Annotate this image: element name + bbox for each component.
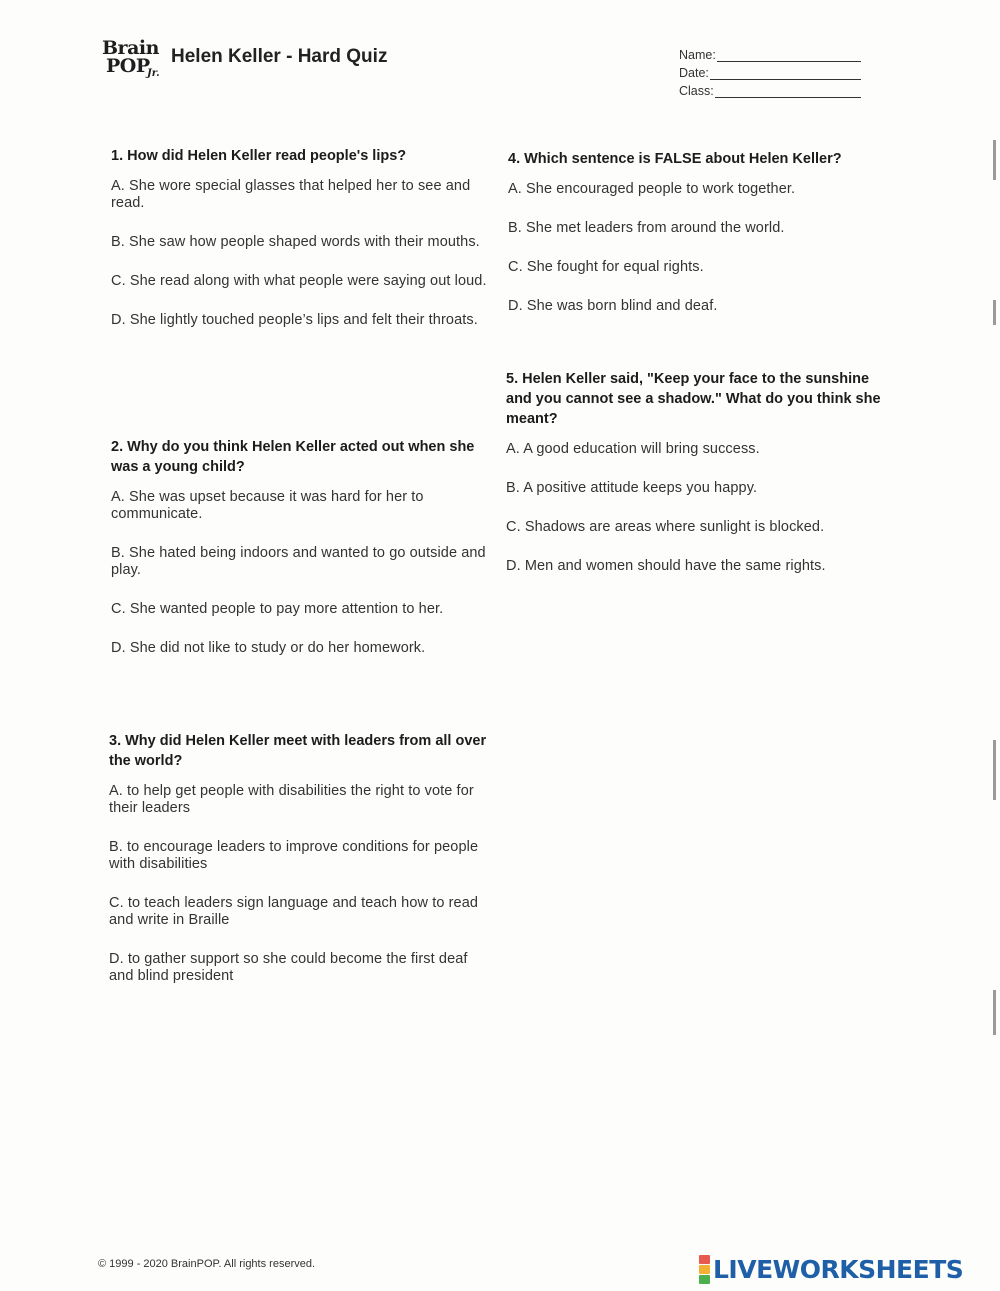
answer-option-a[interactable]: A. She wore special glasses that helped her to see and read. <box>111 178 471 211</box>
question-text: 2. Why do you think Helen Keller acted out when she was a young child? <box>111 439 475 475</box>
logo-block-l <box>699 1255 710 1264</box>
class-label: Class: <box>679 84 714 98</box>
answer-option-d[interactable]: D. Men and women should have the same rights. <box>506 558 826 574</box>
logo-line-pop: POP <box>106 55 150 77</box>
question-text: 4. Which sentence is FALSE about Helen Keller? <box>508 151 842 167</box>
answer-option-d[interactable]: D. She lightly touched people’s lips and felt their throats. <box>111 312 478 328</box>
question-5 <box>506 369 891 597</box>
answer-option-d[interactable]: D. to gather support so she could become the first deaf and blind president <box>109 951 468 984</box>
answer-option-a[interactable]: A. She encouraged people to work together. <box>508 181 796 197</box>
question-text: 3. Why did Helen Keller meet with leaders from all over the world? <box>109 733 487 769</box>
answer-option-b[interactable]: B. She hated being indoors and wanted to go outside and play. <box>111 545 486 578</box>
liveworksheets-logo[interactable] <box>699 1254 963 1284</box>
question-2 <box>111 437 496 679</box>
question-text: 1. How did Helen Keller read people's lips? <box>111 148 407 164</box>
page-title: Helen Keller - Hard Quiz <box>171 46 388 67</box>
question-3 <box>109 731 494 1007</box>
answer-option-b[interactable]: B. to encourage leaders to improve conditions for people with disabilities <box>109 839 479 872</box>
answer-option-b[interactable]: B. She saw how people shaped words with their mouths. <box>111 234 480 250</box>
class-blank[interactable] <box>715 86 861 98</box>
answer-option-c[interactable]: C. She read along with what people were saying out loud. <box>111 273 487 289</box>
name-label: Name: <box>679 48 716 62</box>
date-blank[interactable] <box>710 68 861 80</box>
student-info-fields <box>679 44 861 98</box>
question-1 <box>111 146 496 351</box>
question-text: 5. Helen Keller said, "Keep your face to the sunshine and you cannot see a shadow." What do you think she meant? <box>506 371 881 427</box>
answer-option-c[interactable]: C. She wanted people to pay more attention to her. <box>111 601 444 617</box>
scan-mark <box>993 990 996 1035</box>
name-blank[interactable] <box>717 50 861 62</box>
question-4 <box>508 149 893 337</box>
scan-mark <box>993 300 996 325</box>
class-field <box>679 80 861 98</box>
answer-option-c[interactable]: C. Shadows are areas where sunlight is blocked. <box>506 519 825 535</box>
brainpop-jr-logo <box>101 37 167 85</box>
date-field <box>679 62 861 80</box>
logo-line-jr: Jr. <box>147 68 160 79</box>
scan-mark <box>993 140 996 180</box>
scan-mark <box>993 740 996 800</box>
logo-line-brain: Brain <box>102 37 159 59</box>
liveworksheets-wordmark: LIVEWORKSHEETS <box>713 1254 964 1284</box>
answer-option-b[interactable]: B. She met leaders from around the world. <box>508 220 785 236</box>
answer-option-c[interactable]: C. to teach leaders sign language and teach how to read and write in Braille <box>109 895 479 928</box>
date-label: Date: <box>679 66 709 80</box>
answer-option-d[interactable]: D. She did not like to study or do her homework. <box>111 640 426 656</box>
answer-option-d[interactable]: D. She was born blind and deaf. <box>508 298 718 314</box>
answer-option-b[interactable]: B. A positive attitude keeps you happy. <box>506 480 758 496</box>
answer-option-a[interactable]: A. A good education will bring success. <box>506 441 760 457</box>
liveworksheets-blocks-icon <box>699 1255 710 1284</box>
answer-option-a[interactable]: A. She was upset because it was hard for her to communicate. <box>111 489 424 522</box>
logo-block-v <box>699 1275 710 1284</box>
answer-option-a[interactable]: A. to help get people with disabilities the right to vote for their leaders <box>109 783 474 816</box>
name-field <box>679 44 861 62</box>
logo-block-i <box>699 1265 710 1274</box>
answer-option-c[interactable]: C. She fought for equal rights. <box>508 259 704 275</box>
copyright-notice: © 1999 - 2020 BrainPOP. All rights reserved. <box>98 1258 316 1270</box>
